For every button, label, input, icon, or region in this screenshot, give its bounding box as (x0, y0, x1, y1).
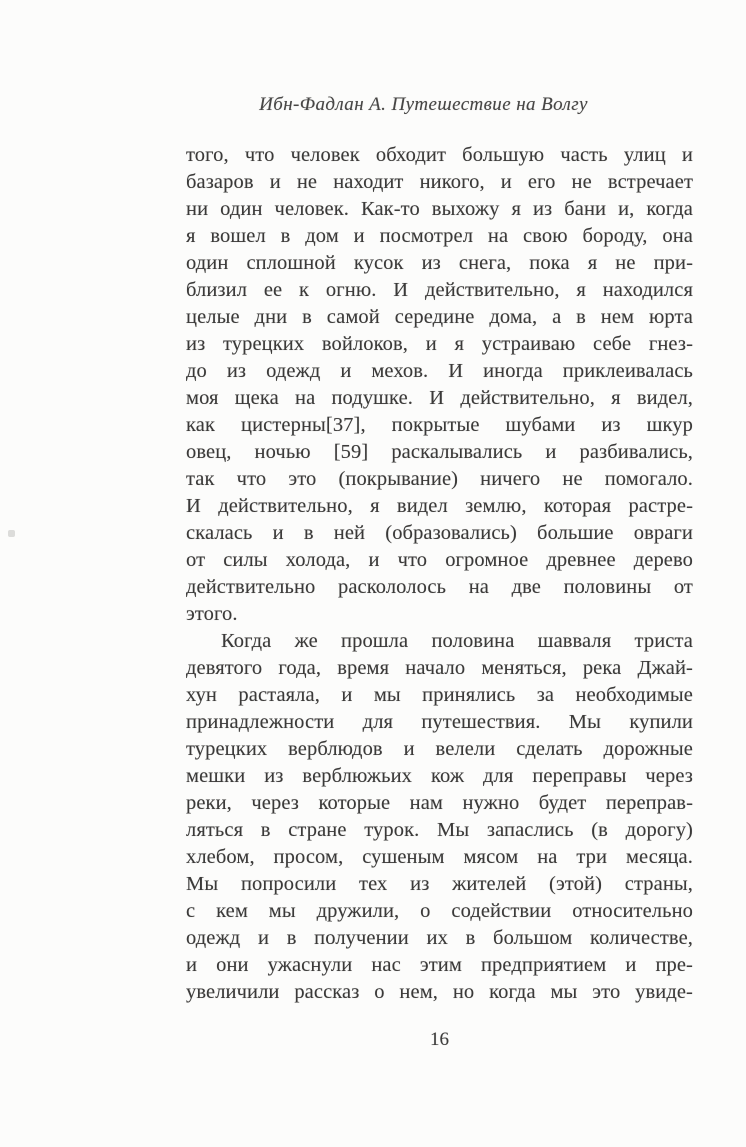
text-line: мешки из верблюжьих кож для переправы через (186, 765, 693, 787)
text-line: из турецких войлоков, и я устраиваю себе гнез- (186, 333, 693, 355)
text-line: моя щека на подушке. И действительно, я видел, (186, 387, 693, 409)
text-line: один сплошной кусок из снега, пока я не при- (186, 252, 693, 274)
text-line: целые дни в самой середине дома, а в нем юрта (186, 306, 693, 328)
text-line: турецких верблюдов и велели сделать дорожные (186, 738, 693, 760)
text-line: И действительно, я видел землю, которая растре- (186, 495, 693, 517)
text-line: этого. (186, 603, 238, 625)
text-line: хлебом, просом, сушеным мясом на три месяца. (186, 846, 693, 868)
text-line: одежд и в получении их в большом количестве, (186, 927, 693, 949)
text-block (186, 142, 693, 1006)
scan-speck (8, 530, 15, 537)
text-line: ляться в стране турок. Мы запаслись (в дорогу) (186, 819, 693, 841)
text-line: скалась и в ней (образовались) большие овраги (186, 522, 693, 544)
text-line: ни один человек. Как-то выхожу я из бани и, когда (186, 198, 693, 220)
text-line: хун растаяла, и мы принялись за необходимые (186, 684, 693, 706)
text-line: овец, ночью [59] раскалывались и разбивались, (186, 441, 693, 463)
text-line: девятого года, время начало меняться, река Джай- (186, 657, 693, 679)
text-line: до из одежд и мехов. И иногда приклеивалась (186, 360, 693, 382)
text-line: я вошел в дом и посмотрел на свою бороду, она (186, 225, 693, 247)
text-line: от силы холода, и что огромное древнее дерево (186, 549, 693, 571)
text-line: с кем мы дружили, о содействии относительно (186, 900, 693, 922)
text-line: принадлежности для путешествия. Мы купили (186, 711, 693, 733)
text-line: Когда же прошла половина шавваля триста (221, 630, 693, 652)
text-line: базаров и не находит никого, и его не встречает (186, 171, 693, 193)
text-line: Мы попросили тех из жителей (этой) страны, (186, 873, 693, 895)
text-line: близил ее к огню. И действительно, я находился (186, 279, 693, 301)
text-line: как цистерны[37], покрытые шубами из шкур (186, 414, 693, 436)
text-line: и они ужаснули нас этим предприятием и пре- (186, 954, 693, 976)
text-line: действительно раскололось на две половины от (186, 576, 693, 598)
running-title: Ибн-Фадлан А. Путешествие на Волгу (259, 94, 588, 115)
text-line: того, что человек обходит большую часть улиц и (186, 144, 693, 166)
page-number: 16 (430, 1029, 449, 1050)
text-line: так что это (покрывание) ничего не помогало. (186, 468, 693, 490)
text-line: реки, через которые нам нужно будет переправ- (186, 792, 693, 814)
text-line: увеличили рассказ о нем, но когда мы это увиде- (186, 981, 693, 1003)
